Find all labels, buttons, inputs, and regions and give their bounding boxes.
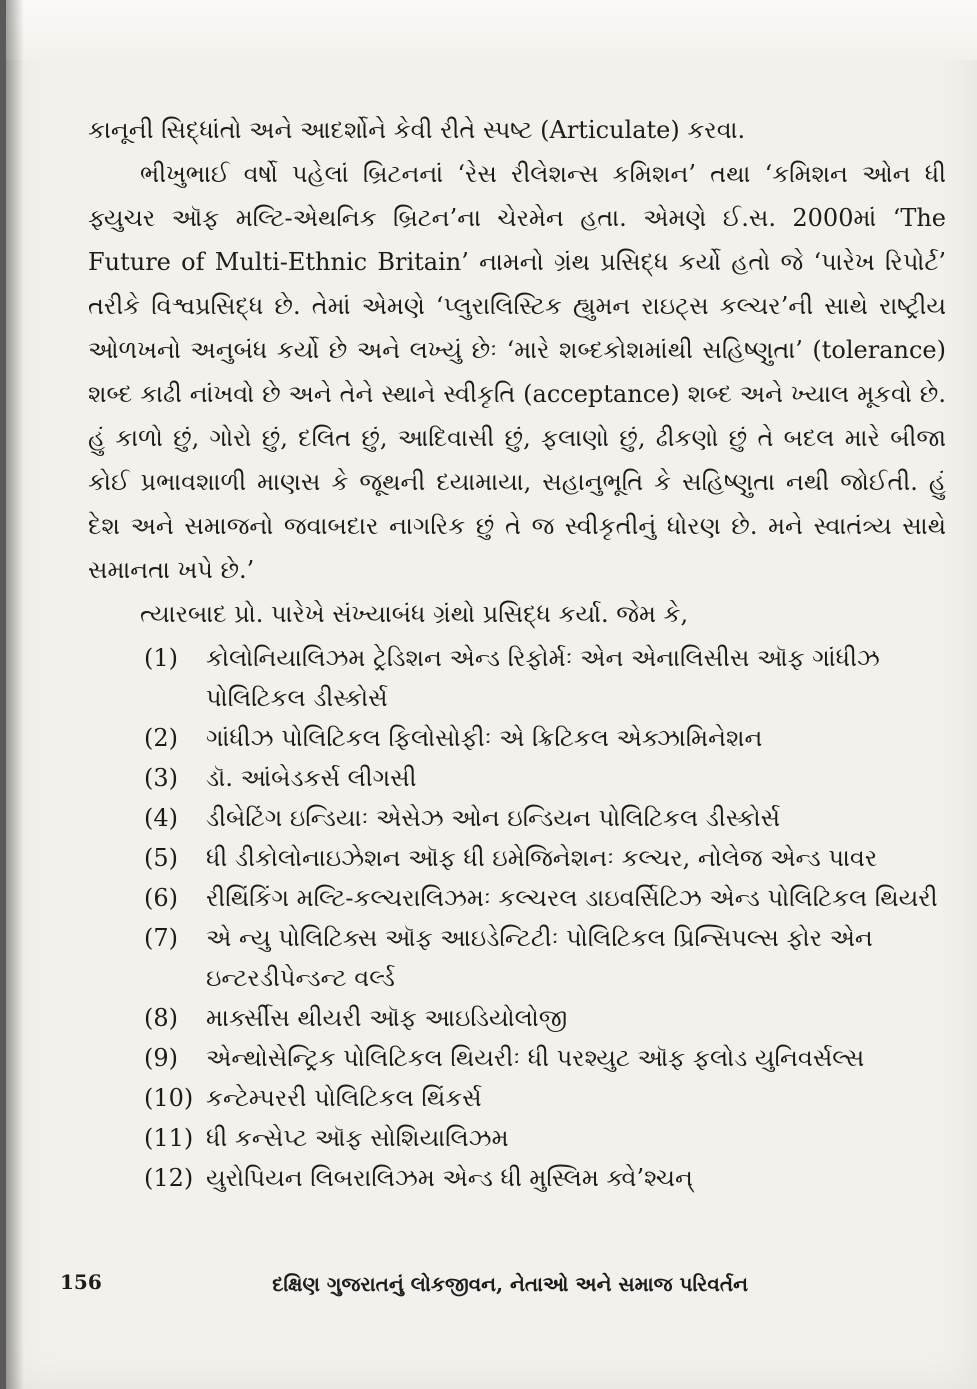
list-item — [88, 918, 946, 998]
book-title: ધી કન્સેપ્ટ ઑફ સોશિયાલિઝમ — [206, 1124, 509, 1152]
book-title: ધી ડીકોલોનાઇઝેશન ઑફ ધી ઇમેજિનેશનઃ કલ્ચર, નોલેજ એન્ડ પાવર — [206, 844, 878, 872]
page-footer — [60, 1270, 960, 1310]
list-item — [88, 1038, 946, 1078]
book-title: એ ન્યુ પોલિટિક્સ ઑફ આઇડેન્ટિટીઃ પોલિટિકલ પ્રિન્સિપલ્સ ફોર એન ઇન્ટરડીપેન્ડન્ટ વર્લ્ડ — [206, 924, 873, 992]
list-number: (10) — [144, 1084, 194, 1112]
list-item — [88, 1158, 946, 1198]
list-item — [88, 1078, 946, 1118]
spine-shadow — [6, 0, 24, 1389]
list-item — [88, 718, 946, 758]
book-title: કન્ટેમ્પરરી પોલિટિકલ થિંકર્સ — [206, 1084, 482, 1112]
list-number: (9) — [144, 1044, 178, 1072]
page-number: 156 — [60, 1270, 102, 1294]
body-text — [88, 108, 946, 1198]
list-number: (1) — [144, 644, 178, 672]
book-title: રીથિંકિંગ મલ્ટિ-કલ્ચરાલિઝમઃ કલ્ચરલ ડાઇવર્સિટિઝ એન્ડ પોલિટિકલ થિયરી — [206, 884, 938, 912]
list-item — [88, 838, 946, 878]
book-title: ડીબેટિંગ ઇન્ડિયાઃ એસેઝ ઓન ઇન્ડિયન પોલિટિકલ ડીસ્કોર્સ — [206, 804, 781, 832]
book-title: યુરોપિયન લિબરાલિઝમ એન્ડ ધી મુસ્લિમ ક્વે’શ્ચન્ — [206, 1164, 693, 1192]
list-number: (8) — [144, 1004, 178, 1032]
list-number: (3) — [144, 764, 178, 792]
book-title: કોલોનિયાલિઝમ ટ્રેડિશન એન્ડ રિફોર્મઃ એન એનાલિસીસ ઑફ ગાંધીઝ પોલિટિકલ ડીસ્કોર્સ — [206, 644, 880, 712]
list-item — [88, 1118, 946, 1158]
list-item — [88, 878, 946, 918]
list-item — [88, 798, 946, 838]
book-page — [6, 0, 977, 1389]
list-number: (2) — [144, 724, 178, 752]
book-title: માર્ક્સીસ થીયરી ઑફ આઇડિયોલોજી — [206, 1004, 568, 1032]
list-number: (6) — [144, 884, 178, 912]
paragraph-bhikhubhai: ભીખુભાઈ વર્ષો પહેલાં બ્રિટનનાં ‘રેસ રીલેશન્સ કમિશન’ તથા ‘કમિશન ઓન ધી ફ્યુચર ઑફ મલ્ટિ-એથનિક બ્રિટન’ના ચેરમેન હતા. એમણે ઈ.સ. 2000માં ‘The Future of Multi-Ethnic Britain’ નામનો ગ્રંથ પ્રસિદ્ધ કર્યો હતો જે ‘પારેખ રિપોર્ટ’ તરીકે વિશ્વપ્રસિદ્ધ છે. તેમાં એમણે ‘પ્લુરાલિસ્ટિક હ્યુમન રાઇટ્સ કલ્ચર’ની સાથે રાષ્ટ્રીય ઓળખનો અનુબંધ કર્યો છે અને લખ્યું છેઃ ‘મારે શબ્દકોશમાંથી સહિષ્ણુતા’ (tolerance) શબ્દ કાઢી નાંખવો છે અને તેને સ્થાને સ્વીકૃતિ (acceptance) શબ્દ અને ખ્યાલ મૂકવો છે. હું કાળો છું, ગોરો છું, દલિત છું, આદિવાસી છું, ફલાણો છું, ઢીકણો છું તે બદલ મારે બીજા કોઈ પ્રભાવશાળી માણસ કે જૂથની દયામાયા, સહાનુભૂતિ કે સહિષ્ણુતા નથી જોઈતી. હું દેશ અને સમાજનો જવાબદાર નાગરિક છું તે જ સ્વીકૃતીનું ધોરણ છે. મને સ્વાતંત્ર્ય સાથે સમાનતા ખપે છે.’ — [88, 160, 946, 584]
list-item — [88, 638, 946, 718]
list-number: (12) — [144, 1164, 194, 1192]
book-title: ડૉ. આંબેડકર્સ લીગસી — [206, 764, 417, 792]
paragraph-continuation: કાનૂની સિદ્ધાંતો અને આદર્શોને કેવી રીતે સ્પષ્ટ (Articulate) કરવા. — [88, 116, 746, 144]
paragraph-books-intro: ત્યારબાદ પ્રો. પારેખે સંખ્યાબંધ ગ્રંથો પ્રસિદ્ધ કર્યા. જેમ કે, — [140, 600, 689, 628]
list-number: (4) — [144, 804, 178, 832]
list-number: (11) — [144, 1124, 194, 1152]
list-number: (7) — [144, 924, 178, 952]
book-title: એન્થોસેન્ટ્રિક પોલિટિકલ થિયરીઃ ધી પરશ્યુટ ઑફ ફલોડ યુનિવર્સલ્સ — [206, 1044, 865, 1072]
list-item — [88, 998, 946, 1038]
books-list — [88, 638, 946, 1198]
list-item — [88, 758, 946, 798]
running-title: દક્ષિણ ગુજરાતનું લોકજીવન, નેતાઓ અને સમાજ પરિવર્તન — [272, 1272, 748, 1296]
list-number: (5) — [144, 844, 178, 872]
book-title: ગાંધીઝ પોલિટિકલ ફિલોસોફીઃ એ ક્રિટિકલ એક્ઝામિનેશન — [206, 724, 763, 752]
page-top-edge — [6, 0, 977, 60]
